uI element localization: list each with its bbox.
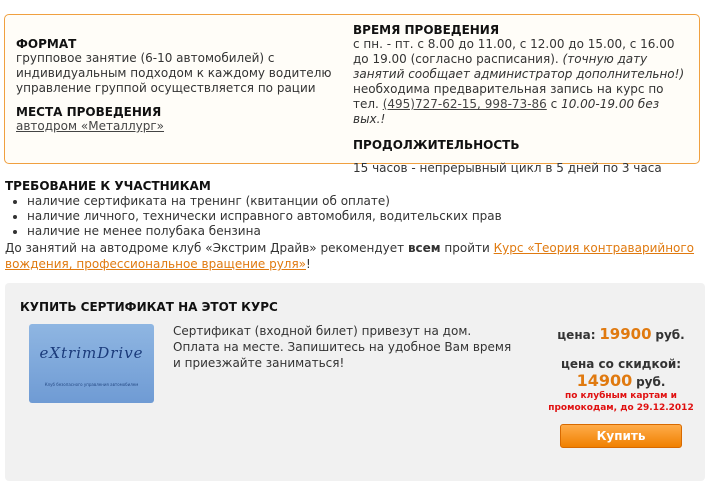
venue-heading: МЕСТА ПРОВЕДЕНИЯ — [16, 105, 162, 119]
certificate-description: Сертификат (входной билет) привезут на дом. Оплата на месте. Запишитесь на удобное Вам время и приезжайте заниматься! — [173, 324, 512, 370]
discount-label: цена со скидкой: — [560, 357, 682, 371]
recommend-after: ! — [306, 257, 311, 271]
schedule-heading: ВРЕМЯ ПРОВЕДЕНИЯ — [353, 23, 500, 37]
list-item: • наличие сертификата на тренинг (квитанции об оплате) — [27, 194, 705, 209]
phone-link[interactable]: (495)727-62-15, 998-73-86 — [382, 97, 547, 111]
info-right-column — [353, 23, 693, 176]
logo-wordmark: eXtrimDrive — [39, 344, 144, 362]
requirements-section — [5, 179, 705, 272]
price-value: 19900 — [599, 325, 652, 343]
schedule-note: (точную дату занятий сообщает администратор дополнительно!) — [353, 52, 685, 81]
schedule-from-text: с — [550, 97, 558, 111]
buy-certificate-panel — [5, 283, 705, 481]
schedule-office-hours: 10.00-19.00 без вых.! — [353, 97, 660, 126]
venue-link[interactable]: автодром «Металлург» — [16, 119, 165, 133]
format-text: групповое занятие (6-10 автомобилей) с индивидуальным подходом к каждому водителю управление группой осуществляется по рации — [16, 51, 332, 95]
schedule-text — [353, 37, 693, 127]
list-item: • наличие не менее полубака бензина — [27, 224, 705, 239]
regular-price — [545, 325, 697, 343]
info-left-column — [16, 37, 351, 134]
discount-price — [545, 371, 697, 390]
duration-heading: ПРОДОЛЖИТЕЛЬНОСТЬ — [353, 138, 520, 152]
logo-tagline: Клуб безопасного управления автомобилем — [44, 382, 139, 387]
format-heading: ФОРМАТ — [16, 37, 77, 51]
requirements-list — [5, 194, 705, 239]
course-info-box — [4, 14, 700, 175]
recommend-before: До занятий на автодроме клуб «Экстрим Драйв» рекомендует — [5, 241, 405, 255]
theory-course-link[interactable]: Курс «Теория контраварийного вождения, профессиональное вращение руля» — [5, 241, 695, 271]
schedule-booking-text: необходима предварительная запись на курс по тел. — [353, 82, 664, 111]
duration-text: 15 часов - непрерывный цикл в 5 дней по 3 часа — [353, 161, 662, 175]
recommend-middle: пройти — [444, 241, 490, 255]
buy-button[interactable]: Купить — [560, 424, 682, 448]
buy-title: КУПИТЬ СЕРТИФИКАТ НА ЭТОТ КУРС — [20, 300, 278, 314]
price-label: цена: — [557, 328, 596, 342]
price-currency: руб. — [655, 328, 685, 342]
extrimdrive-logo — [29, 324, 154, 403]
discount-currency: руб. — [636, 375, 666, 389]
discount-note: по клубным картам и промокодам, до 29.12.2012 — [548, 391, 694, 413]
recommend-bold: всем — [407, 241, 441, 255]
recommendation-text — [5, 240, 705, 272]
list-item: • наличие личного, технически исправного автомобиля, водительских прав — [27, 209, 705, 224]
schedule-hours-text: с пн. - пт. с 8.00 до 11.00, с 12.00 до 15.00, с 16.00 до 19.00 (согласно расписания). — [353, 37, 675, 66]
price-block — [545, 325, 697, 448]
discount-price-value: 14900 — [576, 371, 633, 390]
requirements-heading: ТРЕБОВАНИЕ К УЧАСТНИКАМ — [5, 179, 211, 193]
